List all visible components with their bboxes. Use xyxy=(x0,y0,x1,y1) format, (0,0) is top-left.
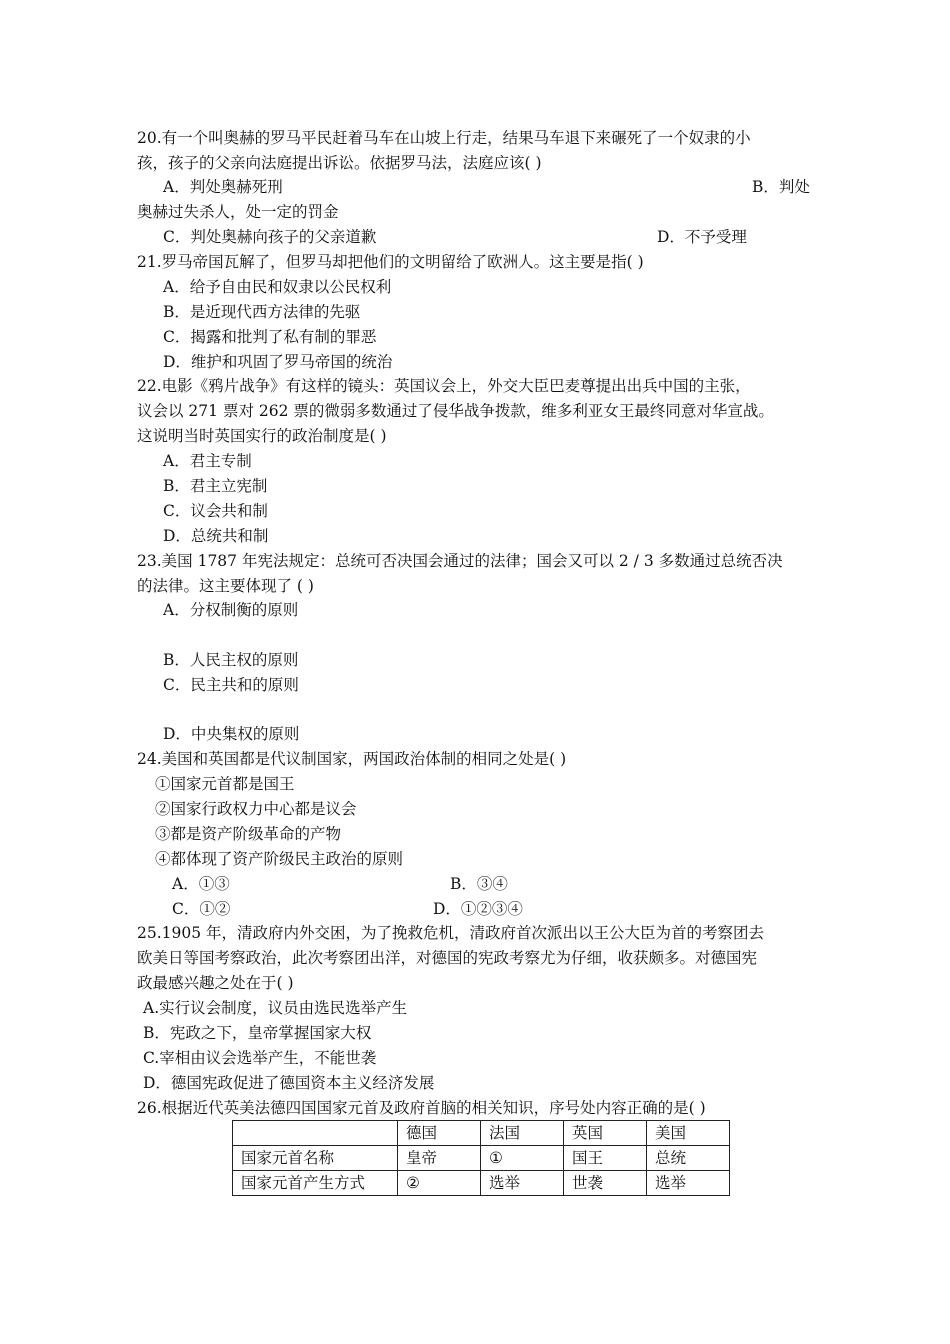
q22-option-d: D．总统共和制 xyxy=(163,527,269,545)
q21-option-a: A．给予自由民和奴隶以公民权利 xyxy=(163,278,392,296)
q20-option-a: A．判处奥赫死刑 xyxy=(163,178,283,196)
table-cell: 选举 xyxy=(647,1171,730,1196)
q24-item-1: ①国家元首都是国王 xyxy=(155,775,295,793)
q22-option-c: C．议会共和制 xyxy=(163,502,268,520)
q25-stem-line2: 欧美日等国考察政治，此次考察团出洋，对德国的宪政考察尤为仔细，收获颇多。对德国宪 xyxy=(137,949,758,967)
q22-option-b: B．君主立宪制 xyxy=(163,477,268,495)
q20-option-b-tail: 奥赫过失杀人，处一定的罚金 xyxy=(137,203,339,221)
q20-stem-line1: 20.有一个叫奥赫的罗马平民赶着马车在山坡上行走，结果马车退下来碾死了一个奴隶的小 xyxy=(137,129,751,147)
table-cell: ① xyxy=(481,1146,564,1171)
q20-option-d: D．不予受理 xyxy=(657,228,747,246)
q25-option-b: B．宪政之下，皇帝掌握国家大权 xyxy=(143,1024,372,1042)
q25-option-d: D．德国宪政促进了德国资本主义经济发展 xyxy=(143,1074,435,1092)
q23-option-b: B．人民主权的原则 xyxy=(163,651,299,669)
q26-comparison-table xyxy=(232,1120,730,1196)
q24-option-d: D．①②③④ xyxy=(433,900,523,918)
q24-item-4: ④都体现了资产阶级民主政治的原则 xyxy=(155,850,404,868)
table-cell: 总统 xyxy=(647,1146,730,1171)
q20-option-b-head: B．判处 xyxy=(752,178,810,196)
q23-option-a: A．分权制衡的原则 xyxy=(163,601,299,619)
q22-option-a: A．君主专制 xyxy=(163,452,252,470)
table-header-row xyxy=(233,1121,730,1146)
q23-option-d: D．中央集权的原则 xyxy=(163,725,300,743)
q22-stem-line2: 议会以 271 票对 262 票的微弱多数通过了侵华战争拨款，维多利亚女王最终同意对华宣战。 xyxy=(137,402,774,420)
q20-stem-line2: 孩，孩子的父亲向法庭提出诉讼。依据罗马法，法庭应该( ) xyxy=(137,154,542,172)
q21-option-d: D．维护和巩固了罗马帝国的统治 xyxy=(163,353,393,371)
q21-stem: 21.罗马帝国瓦解了，但罗马却把他们的文明留给了欧洲人。这主要是指( ) xyxy=(137,253,644,271)
q21-option-b: B．是近现代西方法律的先驱 xyxy=(163,303,361,321)
q24-option-c: C．①② xyxy=(172,900,231,918)
q24-item-2: ②国家行政权力中心都是议会 xyxy=(155,800,357,818)
table-header-cell: 德国 xyxy=(398,1121,481,1146)
q23-stem-line2: 的法律。这主要体现了 ( ) xyxy=(137,577,314,595)
q25-stem-line1: 25.1905 年，清政府内外交困，为了挽救危机，清政府首次派出以王公大臣为首的考察团去 xyxy=(137,924,765,942)
q22-stem-line3: 这说明当时英国实行的政治制度是( ) xyxy=(137,427,387,445)
table-cell: 国家元首产生方式 xyxy=(233,1171,398,1196)
table-cell: ② xyxy=(398,1171,481,1196)
table-header-cell: 法国 xyxy=(481,1121,564,1146)
q20-option-c: C．判处奥赫向孩子的父亲道歉 xyxy=(163,228,377,246)
table-row xyxy=(233,1146,730,1171)
q26-stem: 26.根据近代英美法德四国国家元首及政府首脑的相关知识，序号处内容正确的是( ) xyxy=(137,1099,706,1117)
table-header-cell: 美国 xyxy=(647,1121,730,1146)
q24-item-3: ③都是资产阶级革命的产物 xyxy=(155,825,342,843)
table-header-cell xyxy=(233,1121,398,1146)
table-cell: 国王 xyxy=(564,1146,647,1171)
q25-option-c: C.宰相由议会选举产生，不能世袭 xyxy=(143,1049,377,1067)
q21-option-c: C．揭露和批判了私有制的罪恶 xyxy=(163,328,377,346)
q25-stem-line3: 政最感兴趣之处在于( ) xyxy=(137,974,294,992)
q23-stem-line1: 23.美国 1787 年宪法规定：总统可否决国会通过的法律；国会又可以 2 / 3 多数通过总统否决 xyxy=(137,552,783,570)
q23-option-c: C．民主共和的原则 xyxy=(163,676,299,694)
q24-option-a: A．①③ xyxy=(172,875,230,893)
table-cell: 选举 xyxy=(481,1171,564,1196)
table-header-cell: 英国 xyxy=(564,1121,647,1146)
table-row xyxy=(233,1171,730,1196)
table-cell: 国家元首名称 xyxy=(233,1146,398,1171)
table-cell: 世袭 xyxy=(564,1171,647,1196)
q25-option-a: A.实行议会制度，议员由选民选举产生 xyxy=(143,999,408,1017)
q24-stem: 24.美国和英国都是代议制国家，两国政治体制的相同之处是( ) xyxy=(137,750,567,768)
q24-option-b: B．③④ xyxy=(450,875,508,893)
table-cell: 皇帝 xyxy=(398,1146,481,1171)
q22-stem-line1: 22.电影《鸦片战争》有这样的镜头：英国议会上，外交大臣巴麦尊提出出兵中国的主张， xyxy=(137,377,751,395)
